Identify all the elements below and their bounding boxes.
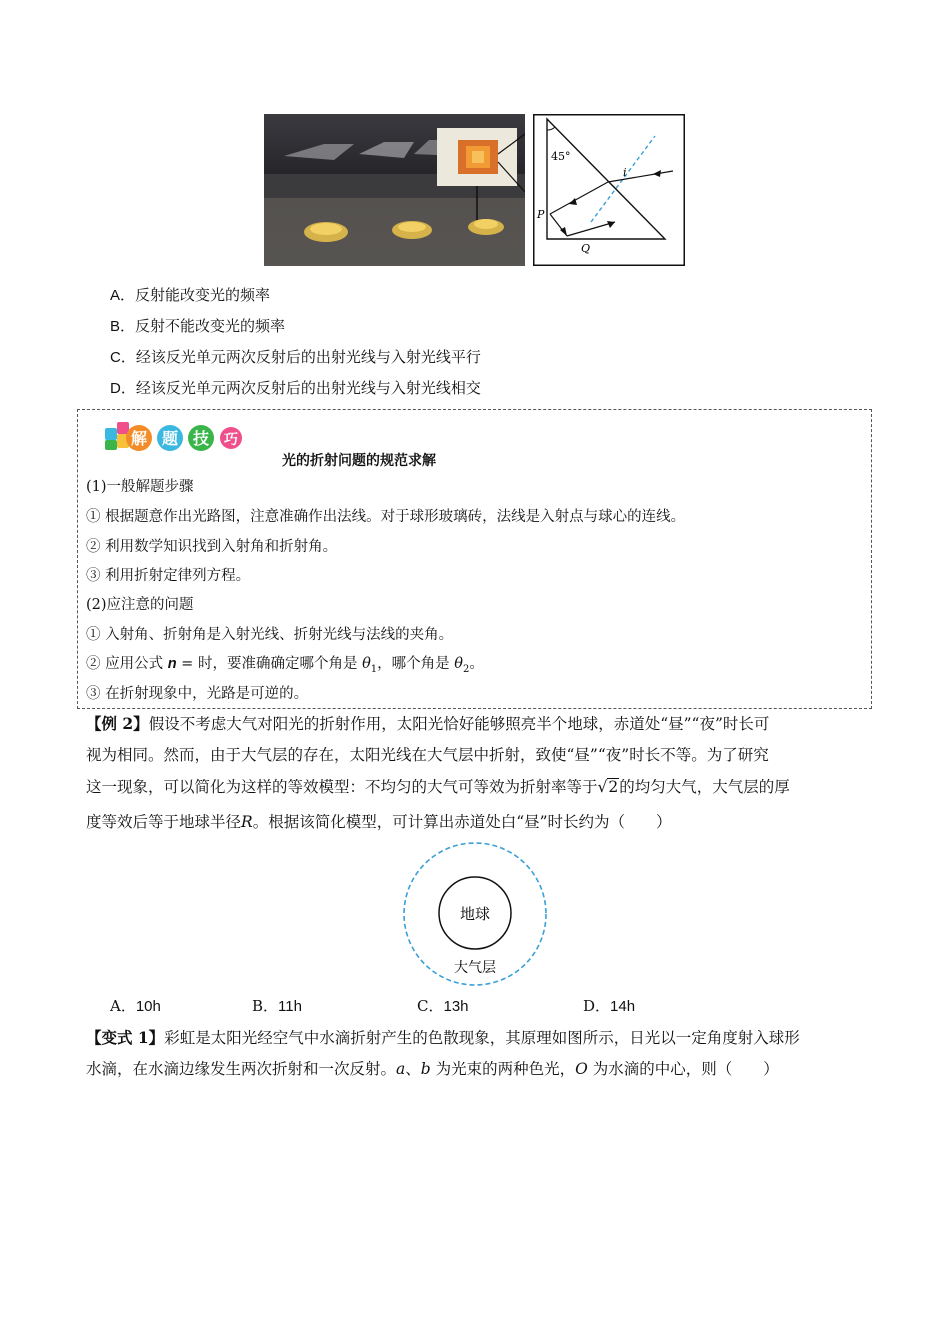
road-reflector-photo: [264, 114, 525, 266]
earth-label: 地球: [459, 905, 491, 923]
option-c: C．经该反光单元两次反射后的出射光线与入射光线平行: [110, 348, 481, 366]
badge-char-4: 巧: [224, 432, 238, 448]
answer-b: B．11h: [252, 997, 302, 1015]
answer-c: C．13h: [417, 997, 469, 1015]
label-q: Q: [581, 242, 591, 255]
atmosphere-label: 大气层: [454, 960, 496, 976]
option-a: A．反射能改变光的频率: [110, 286, 271, 304]
answer-d: D．14h: [583, 997, 636, 1015]
variant1-line-2: 水滴，在水滴边缘发生两次折射和一次反射。a、b 为光束的两种色光，O 为水滴的中心，则（ ）: [86, 1060, 779, 1078]
tips-line-5: (2)应注意的问题: [86, 597, 194, 613]
tips-line-4: ③ 利用折射定律列方程。: [86, 568, 251, 584]
example2-tag: 【例 2】: [86, 714, 149, 733]
tips-line-3: ② 利用数学知识找到入射角和折射角。: [86, 539, 338, 555]
badge-char-2: 题: [161, 429, 179, 448]
label-p: P: [537, 208, 545, 221]
option-b: B．反射不能改变光的频率: [110, 317, 286, 335]
answer-a: A．10h: [110, 997, 161, 1015]
badge-char-1: 解: [130, 429, 148, 448]
earth-atmosphere-figure: [400, 839, 550, 989]
tips-line-7: ② 应用公式 n = 时，要准确确定哪个角是 $\theta_1$，哪个角是 $\theta_2$。: [86, 656, 484, 675]
example2-line-1: 【例 2】假设不考虑大气对阳光的折射作用，太阳光恰好能够照亮半个地球，赤道处“昼”“夜”时长可: [86, 714, 770, 733]
sqrt-value: 2: [608, 778, 619, 796]
tips-line-2: ① 根据题意作出光路图，注意准确作出法线。对于球形玻璃砖，法线是入射点与球心的连线。: [86, 509, 686, 525]
tips-title: 光的折射问题的规范求解: [282, 452, 436, 468]
tips-line-1: (1)一般解题步骤: [86, 479, 194, 495]
badge-char-3: 技: [192, 429, 210, 448]
variant1-line-1: 【变式 1】彩虹是太阳光经空气中水滴折射产生的色散现象，其原理如图所示，日光以一定角度射入球形: [86, 1028, 800, 1047]
prism-diagram-svg: [533, 114, 685, 266]
angle-label: 45°: [551, 150, 571, 163]
road-photo-svg: [264, 114, 525, 266]
tips-line-8: ③ 在折射现象中，光路是可逆的。: [86, 686, 309, 702]
example2-line-4: 度等效后等于地球半径R。根据该简化模型，可计算出赤道处白“昼”时长约为（ ）: [86, 813, 672, 831]
example2-line-3: 这一现象，可以简化为这样的等效模型：不均匀的大气可等效为折射率等于√2的均匀大气，大气层的厚: [86, 778, 790, 796]
option-d: D．经该反光单元两次反射后的出射光线与入射光线相交: [110, 379, 481, 397]
tips-badge: [103, 420, 243, 454]
label-i: i: [623, 166, 627, 179]
example2-line-2: 视为相同。然而，由于大气层的存在，太阳光线在大气层中折射，致使“昼”“夜”时长不等。为了研究: [86, 746, 769, 764]
tips-line-6: ① 入射角、折射角是入射光线、折射光线与法线的夹角。: [86, 627, 454, 643]
prism-diagram: [533, 114, 685, 266]
puzzle-icon: [103, 420, 243, 454]
variant1-tag: 【变式 1】: [86, 1028, 165, 1047]
earth-figure-svg: [400, 839, 550, 989]
